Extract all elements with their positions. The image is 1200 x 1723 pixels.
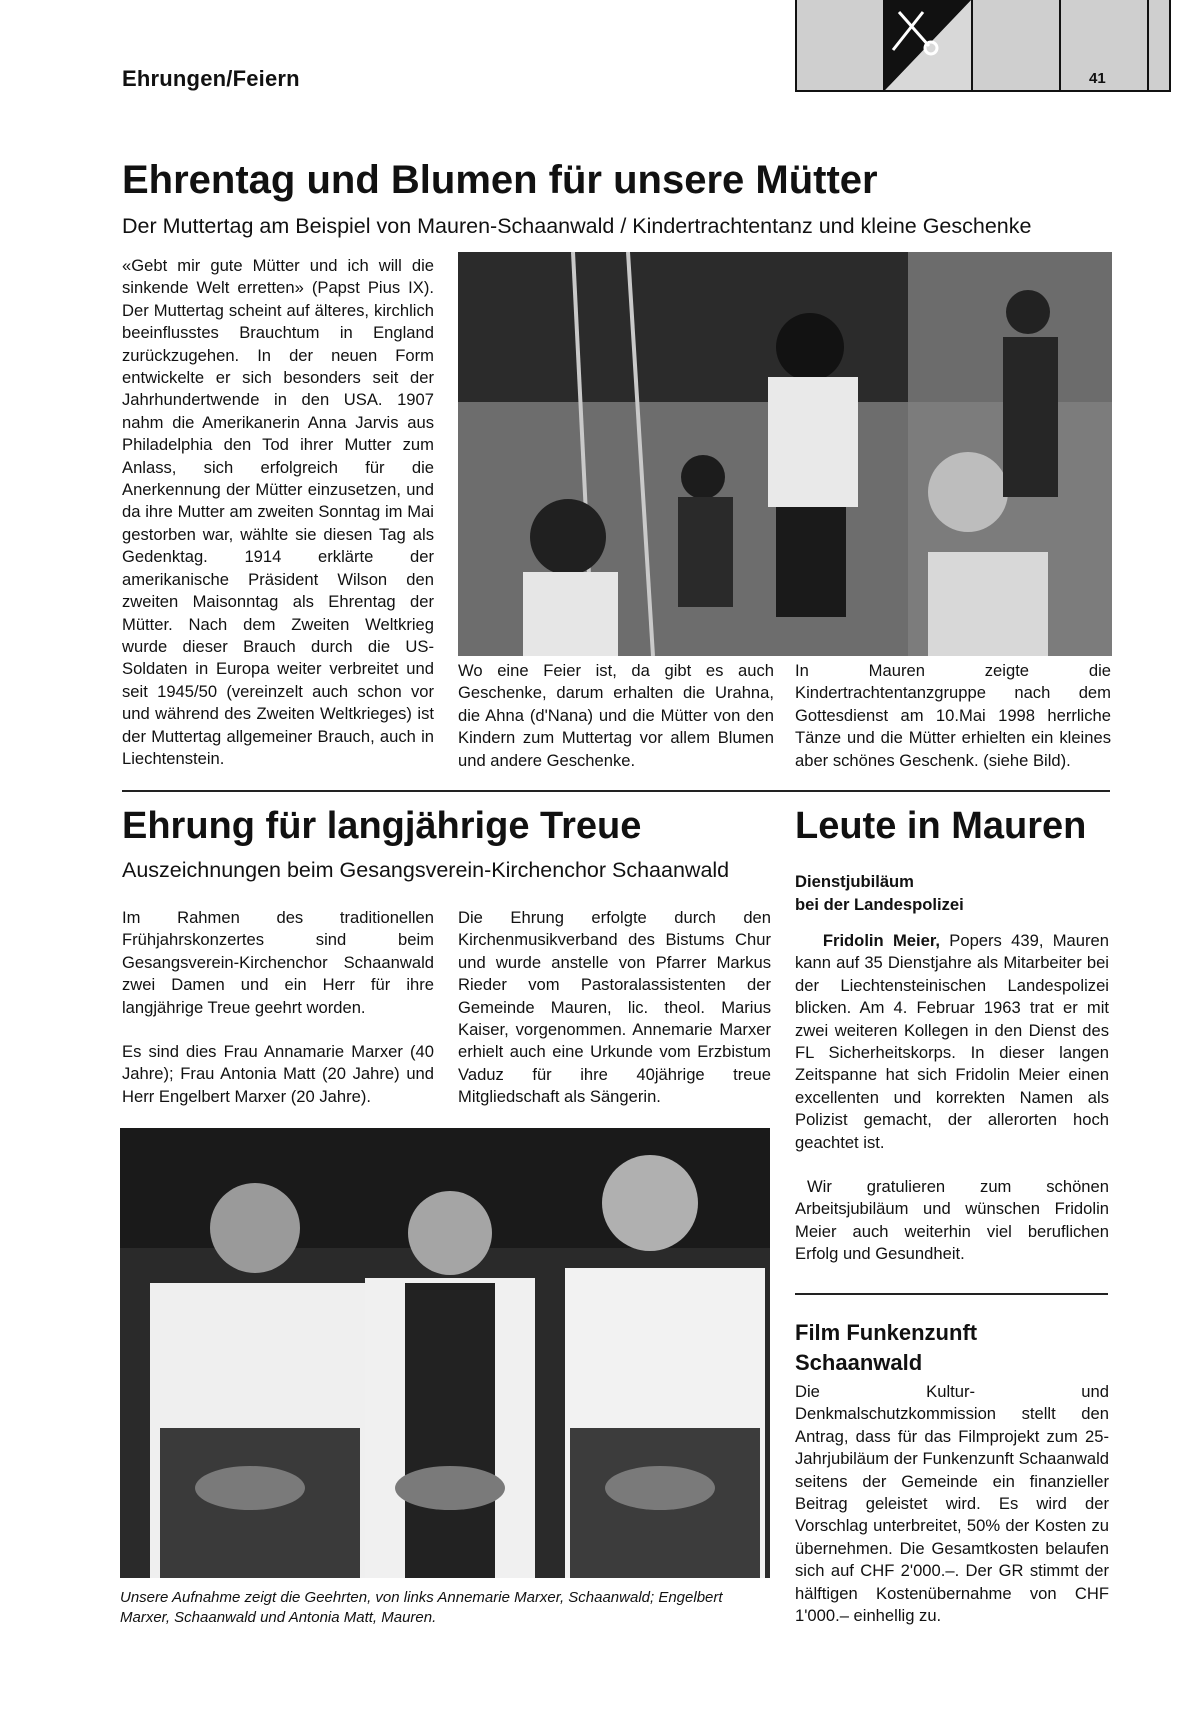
body-paragraph — [795, 930, 1109, 1154]
caption-right: In Mauren zeigte die Kindertrachtentanzgruppe nach dem Gottesdienst am 10.Mai 1998 herrliche Tänze und die Mütter erhielten ein kleines aber schönes Geschenk. (siehe Bild). — [795, 661, 1111, 770]
heading-line: Schaanwald — [795, 1350, 923, 1375]
crossed-tools-icon — [885, 0, 973, 90]
subhead-line: bei der Landespolizei — [795, 895, 964, 914]
sidebar-body — [795, 930, 1109, 1266]
article-subtitle: Der Muttertag am Beispiel von Mauren-Schaanwald / Kindertrachtentanz und kleine Geschenke — [122, 214, 1032, 238]
section-label: Ehrungen/Feiern — [122, 66, 300, 91]
page-number: 41 — [1089, 70, 1106, 87]
header-cell — [1149, 0, 1171, 90]
photo-honorees — [120, 1128, 770, 1578]
article-column — [122, 907, 434, 1108]
article-subtitle: Auszeichnungen beim Gesangsverein-Kirchenchor Schaanwald — [122, 858, 730, 882]
sidebar-subhead — [795, 870, 1110, 916]
body-text: Popers 439, Mauren kann auf 35 Dienstjahre als Mitarbeiter bei der Liechtensteinischen Landespolizei blicken. Am 4. Februar 1963 trat er mit zwei weiteren Kollegen in den Dienst des FL Sicherheitskorps. In dieser langen Zeitspanne hat sich Fridolin Meier einen excellenten und korrekten Namen als Polizist gemacht, der allerorten hoch geachtet ist. — [795, 931, 1109, 1152]
caption-left: Wo eine Feier ist, da gibt es auch Geschenke, darum erhalten die Urahna, die Ahna (d'Nana) und die Mütter von den Kindern zum Muttertag vor allem Blumen und andere Geschenke. — [458, 661, 774, 770]
article-title: Ehrung für langjährige Treue — [122, 805, 642, 847]
body-paragraph: Die Ehrung erfolgte durch den Kirchenmusikverband des Bistums Chur und wurde anstelle von Pfarrer Markus Rieder vom Pastoralassistenten der Gemeinde Mauren, lic. theol. Marius Kaiser, vorgenommen. Annemarie Marxer erhielt auch eine Urkunde vom Erzbistum Vaduz für ihre 40jährige treue Mitgliedschaft als Sängerin. — [458, 908, 771, 1107]
article-body — [122, 255, 434, 770]
header-strip — [795, 0, 1171, 92]
header-cell — [1061, 0, 1149, 90]
photo-caption: Unsere Aufnahme zeigt die Geehrten, von links Annemarie Marxer, Schaanwald; Engelbert Marxer, Schaanwald und Antonia Matt, Mauren. — [120, 1589, 723, 1626]
person-name: Fridolin Meier, — [822, 931, 940, 950]
subhead-line: Dienstjubiläum — [795, 872, 914, 891]
article-title: Ehrentag und Blumen für unsere Mütter — [122, 158, 878, 202]
body-paragraph: Wir gratulieren zum schönen Arbeitsjubiläum und wünschen Fridolin Meier auch weiterhin viel beruflichen Erfolg und Gesundheit. — [795, 1177, 1109, 1264]
divider — [122, 790, 1110, 792]
heading-line: Film Funkenzunft — [795, 1320, 978, 1345]
sidebar-title: Leute in Mauren — [795, 805, 1087, 847]
body-paragraph: Die Kultur- und Denkmalschutzkommission stellt den Antrag, dass für das Filmprojekt zum 25-Jahrjubiläum der Funkenzunft Schaanwald seitens der Gemeinde ein finanzieller Beitrag geleistet wird. Es wird der Vorschlag unterbreitet, 50% der Kosten zu übernehmen. Die Gesamtkosten belaufen sich auf CHF 2'000.–. Der GR stimmt der hälftigen Kostenübernahme von CHF 1'000.– einhellig zu. — [795, 1382, 1109, 1626]
divider — [795, 1293, 1108, 1295]
body-paragraph: Im Rahmen des traditionellen Frühjahrskonzertes sind beim Gesangsverein-Kirchenchor Schaanwald zwei Damen und ein Herr für ihre langjährige Treue geehrt worden. — [122, 908, 434, 1017]
body-paragraph: Es sind dies Frau Annamarie Marxer (40 Jahre); Frau Antonia Matt (20 Jahre) und Herr Engelbert Marxer (20 Jahre). — [122, 1042, 434, 1106]
header-cell — [973, 0, 1061, 90]
film-body — [795, 1381, 1109, 1627]
film-heading — [795, 1318, 1110, 1378]
article-column — [458, 907, 771, 1109]
photo-mothers-day — [458, 252, 1112, 656]
header-cell — [797, 0, 885, 90]
body-paragraph: «Gebt mir gute Mütter und ich will die sinkende Welt erretten» (Papst Pius IX). Der Muttertag scheint auf älteres, kirchlich beeinflusstes Brauchtum in England zurückzugehen. In der neuen Form entwickelte er sich besonders seit der Jahrhundertwende in den USA. 1907 nahm die Amerikanerin Anna Jarvis aus Philadelphia den Tod ihrer Mutter zum Anlass, sich erfolgreich für die Anerkennung der Mütter einzusetzen, und da ihre Mutter am zweiten Sonntag im Mai gestorben war, wählte sie diesen Tag als Gedenktag. 1914 erklärte der amerikanische Präsident Wilson den zweiten Maisonntag als Ehrentag der Mütter. Nach dem Zweiten Weltkrieg wurde dieser Brauch durch die US-Soldaten in Europa weiter verbreitet und seit 1945/50 (vereinzelt auch schon vor und während des Zweiten Weltkrieges) ist der Muttertag allgemeiner Brauch, auch in Liechtenstein. — [122, 256, 434, 768]
